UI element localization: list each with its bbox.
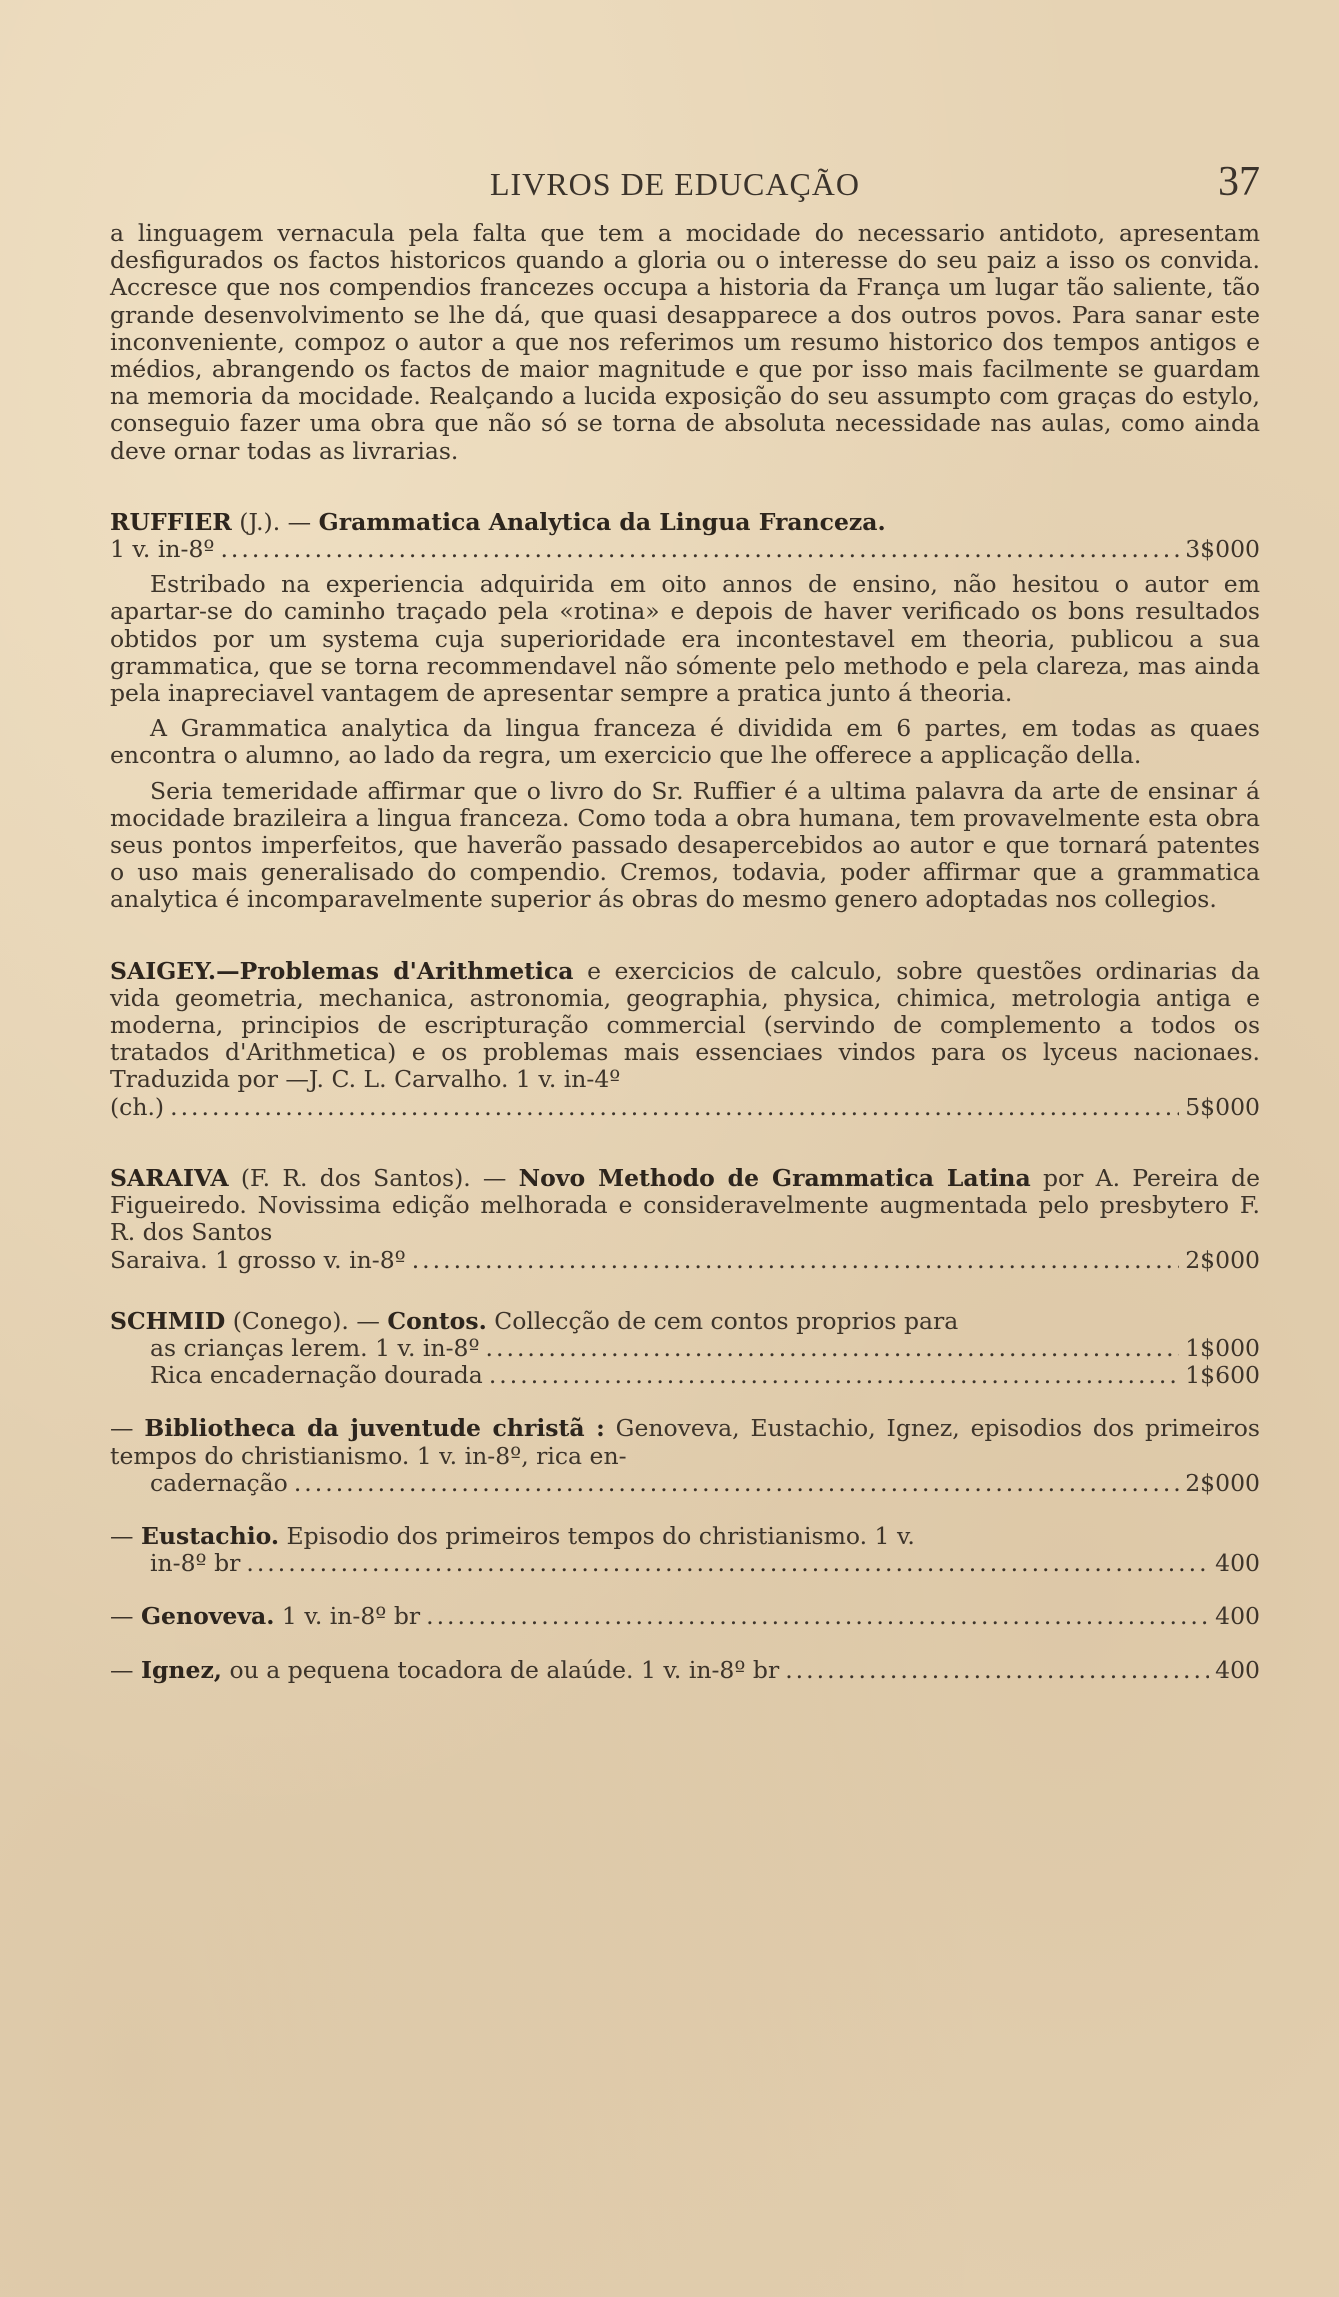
dot-leader: [426, 1603, 1209, 1630]
price: 2$000: [1185, 1245, 1260, 1274]
book-title: Ignez,: [140, 1655, 222, 1684]
entry-text: [110, 1308, 1260, 1335]
edition-desc: Saraiva. 1 grosso v. in-8º: [110, 1245, 406, 1274]
book-description: por A. Pereira de Figueiredo. Novissima edição melhorada e consideravelmente augmentada pelo presbytero F. R. dos Santos: [110, 1163, 1260, 1247]
dot-leader: [785, 1657, 1209, 1684]
page-header: [110, 150, 1260, 210]
dash: —: [110, 1655, 141, 1684]
book-description: Collecção de cem contos proprios para: [486, 1306, 959, 1335]
book-title: Bibliotheca da juventude christã :: [144, 1414, 605, 1443]
entry-bibliotheca: [110, 1415, 1260, 1497]
entry-saigey: [110, 958, 1260, 1121]
book-description: e exercicios de calculo, sobre questões ordinarias da vida geometria, mechanica, astronomia, geographia, physica, chimica, metrologia antiga e moderna, principios de escripturação commercial (servindo de complemento a todos os tratados d'Arithmetica) e os problemas mais essenciaes vindos para os lyceus nacionaes. Traduzida por —J. C. L. Carvalho. 1 v. in-4º: [110, 956, 1260, 1094]
dash: —: [110, 1414, 145, 1443]
price: 400: [1215, 1549, 1260, 1578]
entry-text: [110, 958, 1260, 1094]
edition-desc: 1 v. in-8º: [110, 535, 215, 564]
author-initials: (J.). —: [231, 507, 312, 536]
entry-ignez: [110, 1657, 1260, 1684]
dash: —: [110, 1602, 141, 1631]
entry-heading: [110, 509, 1260, 536]
author-name: RUFFIER: [110, 507, 232, 536]
price: 1$000: [1185, 1333, 1260, 1362]
description-paragraph: A Grammatica analytica da lingua franceza é dividida em 6 partes, em todas as quaes encontra o alumno, ao lado da regra, um exercicio que lhe offerece a applicação della.: [110, 714, 1260, 770]
entry-genoveva: [110, 1603, 1260, 1630]
edition-desc: cadernação: [150, 1468, 288, 1497]
dot-leader: [489, 1362, 1179, 1389]
price: 5$000: [1185, 1092, 1260, 1121]
price-line: [110, 1550, 1260, 1577]
author-name: SARAIVA: [110, 1163, 229, 1192]
dot-leader: [412, 1247, 1180, 1274]
price-line: [110, 1603, 1260, 1630]
book-title: Problemas d'Arithmetica: [239, 956, 574, 985]
price-line: [110, 1335, 1260, 1362]
dash: —: [110, 1521, 141, 1550]
price: 3$000: [1185, 535, 1260, 564]
book-title: Contos.: [387, 1306, 487, 1335]
dot-leader: [486, 1335, 1180, 1362]
price-line: [110, 1362, 1260, 1389]
page-number: 37: [1218, 159, 1260, 205]
running-title: LIVROS DE EDUCAÇÃO: [490, 166, 860, 202]
author-details: (F. R. dos Santos). —: [228, 1163, 519, 1192]
price: 400: [1215, 1602, 1260, 1631]
edition-desc: as crianças lerem. 1 v. in-8º: [150, 1333, 480, 1362]
author-name: SCHMID: [110, 1306, 226, 1335]
book-title: Grammatica Analytica da Lingua Franceza.: [318, 507, 886, 536]
entry-schmid: [110, 1308, 1260, 1390]
price-line: [110, 536, 1260, 563]
description-paragraph: Seria temeridade affirmar que o livro do Sr. Ruffier é a ultima palavra da arte de ensinar á mocidade brazileira a lingua franceza. Como toda a obra humana, tem provavelmente esta obra seus pontos imperfeitos, que haverão passado desapercebidos ao autor e que tornará patentes o uso mais generalisado do compendio. Cremos, todavia, poder affirmar que a grammatica analytica é incomparavelmente superior ás obras do mesmo genero adoptadas nos collegios.: [110, 776, 1260, 914]
edition-desc: ou a pequena tocadora de alaúde. 1 v. in-8º br: [221, 1655, 780, 1684]
price-line: [110, 1247, 1260, 1274]
author-name: SAIGEY.: [110, 956, 217, 985]
price-line: [110, 1470, 1260, 1497]
entry-text: [110, 1523, 1260, 1550]
dot-leader: [294, 1470, 1179, 1497]
price: 1$600: [1185, 1361, 1260, 1390]
book-title: Novo Methodo de Grammatica Latina: [518, 1163, 1031, 1192]
separator: —: [216, 956, 240, 985]
author-details: (Conego). —: [225, 1306, 388, 1335]
edition-desc: (ch.): [110, 1092, 165, 1121]
book-title: Genoveva.: [140, 1602, 275, 1631]
edition-desc: 1 v. in-8º br: [274, 1602, 421, 1631]
price: 2$000: [1185, 1468, 1260, 1497]
entry-ruffier: [110, 509, 1260, 914]
edition-desc: Rica encadernação dourada: [150, 1361, 483, 1390]
intro-paragraph: a linguagem vernacula pela falta que tem a mocidade do necessario antidoto, apresentam desfigurados os factos historicos quando a gloria ou o interesse do seu paiz a isso os convida. Accresce que nos compendios francezes occupa a historia da França um lugar tão saliente, tão grande desenvolvimento se lhe dá, que quasi desapparece a dos outros povos. Para sanar este inconveniente, compoz o autor a que nos referimos um resumo historico dos tempos antigos e médios, abrangendo os factos de maior magnitude e que por isso mais facilmente se guardam na memoria da mocidade. Realçando a lucida exposição do seu assumpto com graças do estylo, conseguio fazer uma obra que não só se torna de absoluta necessidade nas aulas, como ainda deve ornar todas as livrarias.: [110, 219, 1260, 465]
entry-label: [110, 1657, 779, 1684]
entry-eustachio: [110, 1523, 1260, 1577]
description-paragraph: Estribado na experiencia adquirida em oito annos de ensino, não hesitou o autor em apartar-se do caminho traçado pela «rotina» e depois de haver verificado os bons resultados obtidos por um systema cuja superioridade era incontestavel em theoria, publicou a sua grammatica, que se torna recommendavel não sómente pelo methodo e pela clareza, mas ainda pela inapreciavel vantagem de apresentar sempre a pratica junto á theoria.: [110, 570, 1260, 708]
edition-desc: in-8º br: [150, 1549, 241, 1578]
price-line: [110, 1657, 1260, 1684]
book-description: Episodio dos primeiros tempos do christianismo. 1 v.: [279, 1521, 915, 1550]
entry-text: [110, 1165, 1260, 1247]
book-description: Genoveva, Eustachio, Ignez, episodios dos primeiros tempos do christianismo. 1 v. in-8º, rica en-: [110, 1414, 1260, 1470]
entry-text: [110, 1415, 1260, 1469]
dot-leader: [170, 1094, 1179, 1121]
entry-label: [110, 1603, 420, 1630]
page: [110, 150, 1260, 1684]
dot-leader: [246, 1550, 1209, 1577]
price-line: [110, 1094, 1260, 1121]
dot-leader: [220, 536, 1179, 563]
price: 400: [1215, 1655, 1260, 1684]
entry-saraiva: [110, 1165, 1260, 1274]
book-title: Eustachio.: [140, 1521, 280, 1550]
